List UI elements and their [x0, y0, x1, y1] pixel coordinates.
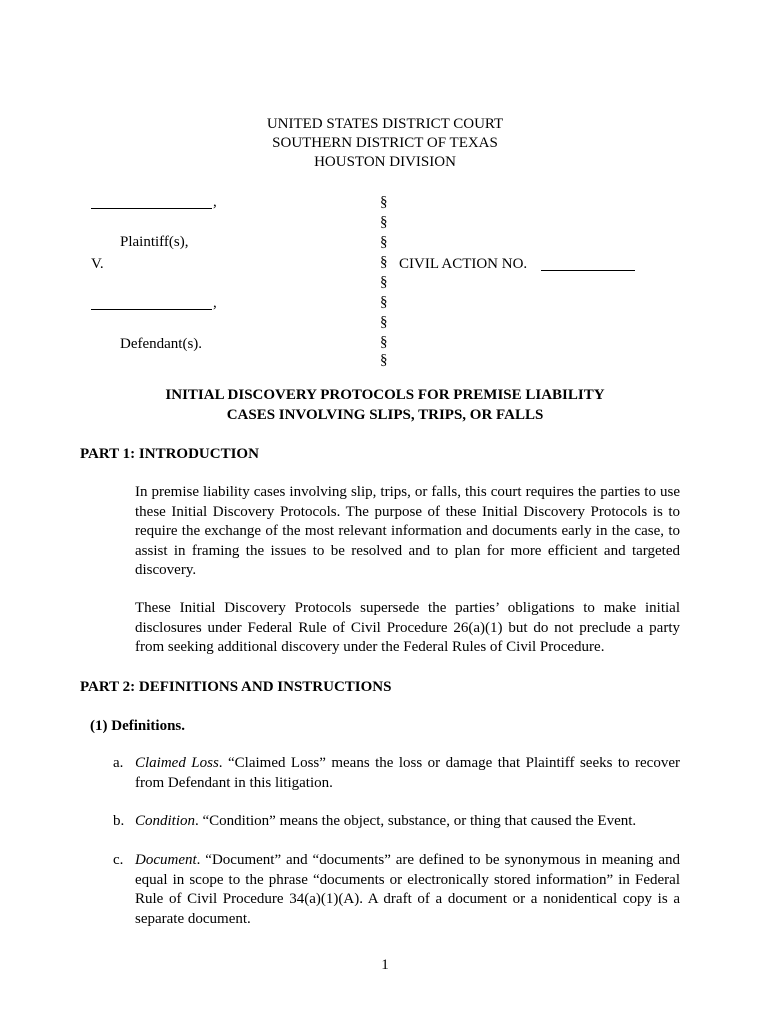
definition-text: . “Document” and “documents” are defined to be synonymous in meaning and equal in scope to the phrase “documents or electronically stored information” in Federal Rule of Civil Procedure 34(a)(1)(A). A draft of a document or a nonidentical copy is a separate document.: [135, 852, 680, 927]
definition-text: . “Claimed Loss” means the loss or damage that Plaintiff seeks to recover from Defendant in this litigation.: [135, 755, 680, 791]
definition-item: [113, 851, 680, 929]
court-division: HOUSTON DIVISION: [314, 154, 456, 170]
definition-body: [135, 851, 680, 929]
definition-body: [135, 754, 680, 793]
definition-item: [113, 754, 680, 793]
court-name: UNITED STATES DISTRICT COURT: [266, 116, 504, 132]
plaintiff-label: Plaintiff(s),: [120, 234, 189, 250]
court-district: SOUTHERN DISTRICT OF TEXAS: [272, 135, 498, 151]
civil-action-label: CIVIL ACTION NO.: [399, 256, 528, 272]
defendant-label: Defendant(s).: [120, 336, 203, 352]
section-symbol: §: [380, 254, 388, 270]
versus-label: V.: [91, 256, 104, 272]
section-symbol: §: [380, 274, 388, 290]
civil-action-number-blank: [541, 270, 635, 271]
section-symbol: §: [380, 352, 388, 368]
defendant-name-blank: [91, 309, 212, 310]
definition-term: Document: [135, 852, 197, 868]
definitions-subheading: (1) Definitions.: [90, 718, 185, 734]
defendant-comma: ,: [213, 295, 217, 311]
page-number: 1: [381, 957, 389, 973]
plaintiff-comma: ,: [213, 194, 217, 210]
part-1-heading: PART 1: INTRODUCTION: [80, 446, 259, 462]
section-symbol: §: [380, 314, 388, 330]
document-title-line-2: CASES INVOLVING SLIPS, TRIPS, OR FALLS: [226, 407, 544, 423]
definition-marker: b.: [113, 813, 125, 829]
definition-marker: a.: [113, 755, 124, 771]
intro-paragraph-1: In premise liability cases involving slip, trips, or falls, this court requires the parties to use these Initial Discovery Protocols. The purpose of these Initial Discovery Protocols is to require the exchange of the most relevant information and documents early in the case, to assist in framing the issues to be resolved and to plan for more efficient and targeted discovery.: [135, 484, 680, 578]
section-symbol: §: [380, 214, 388, 230]
definition-item: [113, 812, 680, 832]
section-symbol: §: [380, 194, 388, 210]
document-title-line-1: INITIAL DISCOVERY PROTOCOLS FOR PREMISE LIABILITY: [165, 387, 605, 403]
section-symbol: §: [380, 234, 388, 250]
section-symbol: §: [380, 334, 388, 350]
plaintiff-name-blank: [91, 208, 212, 209]
intro-paragraph-2: These Initial Discovery Protocols supersede the parties’ obligations to make initial disclosures under Federal Rule of Civil Procedure 26(a)(1) but do not preclude a party from seeking additional discovery under the Federal Rules of Civil Procedure.: [135, 600, 680, 655]
section-symbol: §: [380, 294, 388, 310]
definition-term: Claimed Loss: [135, 755, 219, 771]
definition-term: Condition: [135, 813, 196, 829]
definition-text: . “Condition” means the object, substance, or thing that caused the Event.: [195, 813, 637, 829]
definition-marker: c.: [113, 852, 124, 868]
definition-body: [135, 812, 680, 832]
part-2-heading: PART 2: DEFINITIONS AND INSTRUCTIONS: [80, 679, 392, 695]
